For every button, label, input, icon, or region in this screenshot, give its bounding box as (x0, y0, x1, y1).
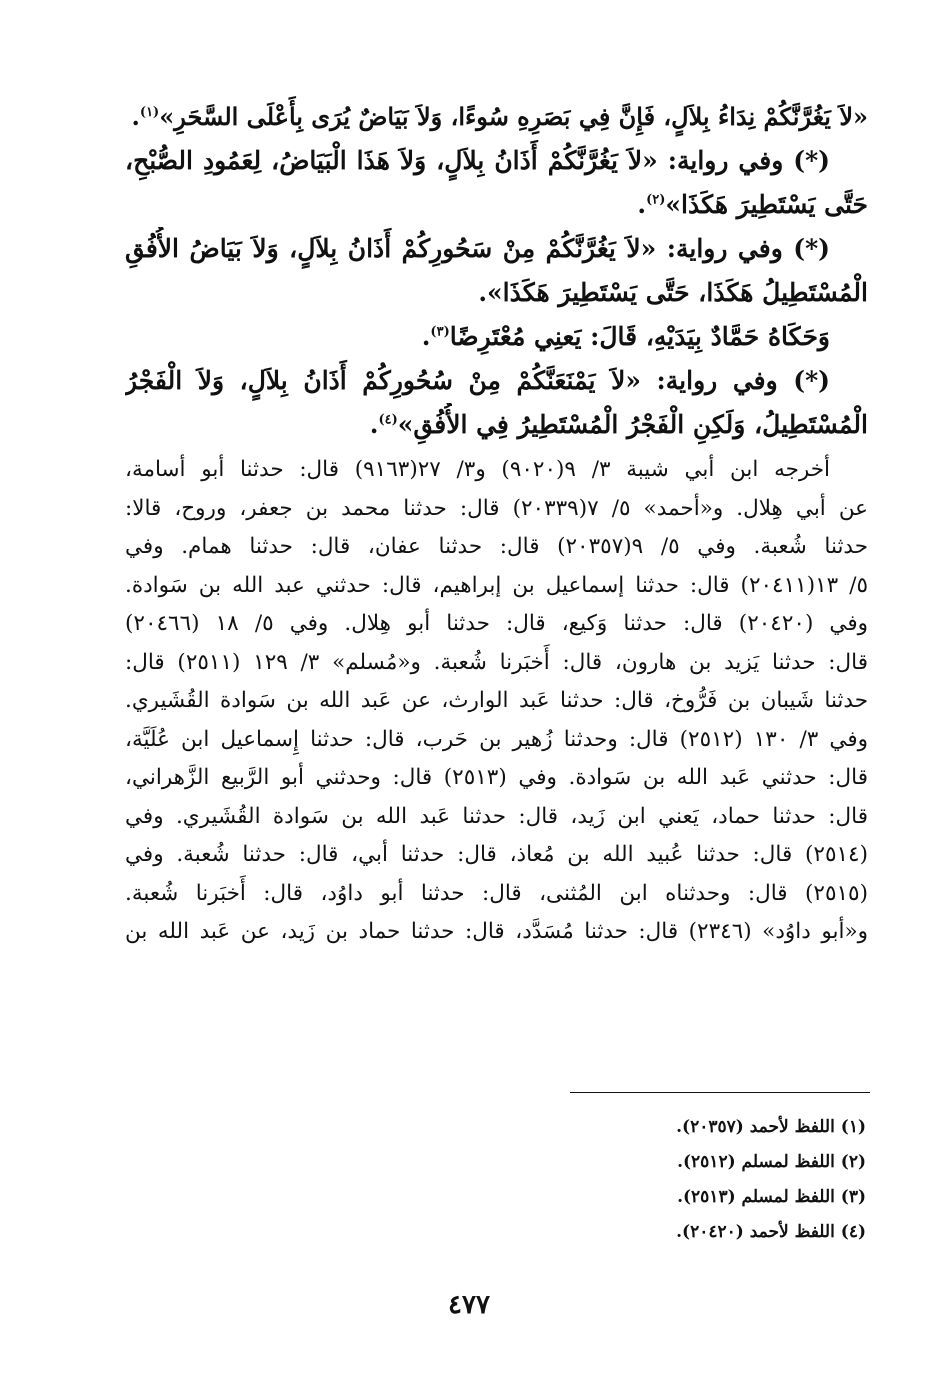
text-line: وفي (٢٠٤٢٠) قال: حدثنا وَكيع، قال: حدثنا أبو هِلال. وفي ٥/ ١٨ (٢٠٤٦٦) (125, 611, 868, 636)
footnotes (125, 1110, 866, 1250)
page-number: ٤٧٧ (448, 1290, 490, 1320)
takhrij-text (125, 451, 868, 952)
line-text: الْمُسْتَطِيلُ، وَلَكِنِ الْفَجْرُ الْمُسْتَطِيرُ فِي الأُفُقِ» (397, 410, 868, 439)
line-text: وَحَكَاهُ حَمَّادٌ بِيَدَيْهِ، قَالَ: يَعنِي مُعْتَرِضًا (449, 322, 830, 351)
main-text (125, 95, 868, 952)
text-line: حدثنا شُعبة. وفي ٥/ ٩(٢٠٣٥٧) قال: حدثنا عفان، قال: حدثنا همام. وفي (125, 534, 868, 559)
text-line (125, 95, 868, 139)
text-line: قال: حدثنا يَزيد بن هارون، قال: أَخبَرنا شُعبة. و«مُسلم» ٣/ ١٢٩ (٢٥١١) قال: (125, 649, 868, 675)
text-line: وفي ٣/ ١٣٠ (٢٥١٢) قال: وحدثنا زُهير بن حَرب، قال: حدثنا إِسماعيل ابن عُلَيَّة، (125, 726, 868, 752)
text-line (125, 403, 868, 447)
line-text: (*) وفي رواية: «لاَ يَغُرَّنَّكُمْ أَذَانُ بِلاَلٍ، وَلاَ هَذَا الْبَيَاضُ، لِعَمُودِ الصُّبْحِ، (125, 146, 830, 175)
text-line: (٢٥١٥) قال: وحدثناه ابن المُثنى، قال: حدثنا أبو داوُد، قال: أَخبَرنا شُعبة. (125, 880, 868, 906)
text-line (125, 139, 868, 183)
text-line (125, 227, 868, 271)
line-end: . (637, 190, 647, 219)
footnote-ref: (٣) (430, 324, 450, 340)
text-line (125, 183, 868, 227)
line-text: «لاَ يَغُرَّنَّكُمْ نِدَاءُ بِلاَلٍ، فَإِنَّ فِي بَصَرِهِ سُوءًا، وَلاَ بَيَاضٌ يُرَى بِأَعْلَى السَّحَرِ» (159, 102, 868, 131)
footnote-ref: (١) (139, 105, 160, 120)
footnote-separator (570, 1092, 870, 1093)
footnote: (٤) اللفظ لأحمد (٢٠٤٢٠). (676, 1222, 866, 1242)
text-line: ٥/ ١٣(٢٠٤١١) قال: حدثنا إسماعيل بن إبراهيم، قال: حدثني عبد الله بن سَوادة. (125, 572, 868, 598)
text-line: عن أبي هِلال. و«أحمد» ٥/ ٧(٢٠٣٣٩) قال: حدثنا محمد بن جعفر، وروح، قالا: (125, 495, 868, 521)
line-text: الْمُسْتَطِيلُ هَكَذَا، حَتَّى يَسْتَطِيرَ هَكَذَا». (478, 278, 868, 307)
line-end: . (369, 410, 379, 439)
text-line: أخرجه ابن أبي شيبة ٣/ ٩(٩٠٢٠) و٣/ ٢٧(٩١٦٣) قال: حدثنا أبو أسامة، (125, 457, 831, 482)
text-line (125, 315, 868, 359)
footnote-ref: (٤) (378, 412, 398, 428)
footnote-ref: (٢) (646, 192, 666, 208)
text-line: و«أبو داوُد» (٢٣٤٦) قال: حدثنا مُسَدَّد، قال: حدثنا حماد بن زَيد، عن عَبد الله بن (125, 919, 868, 944)
text-line: حدثنا شَيبان بن فَرُّوخ، قال: حدثنا عَبد الوارث، عن عَبد الله بن سَوادة القُشَيري. (125, 688, 868, 713)
line-end: . (421, 322, 431, 351)
footnote: (١) اللفظ لأحمد (٢٠٣٥٧). (676, 1117, 866, 1137)
text-line: قال: حدثنا حماد، يَعني ابن زَيد، قال: حدثنا عَبد الله بن سَوادة القُشَيري. وفي (125, 803, 868, 829)
text-line: قال: حدثني عَبد الله بن سَوادة. وفي (٢٥١٣) قال: وحدثني أبو الرَّبيع الزَّهراني، (125, 765, 868, 790)
footnote: (٣) اللفظ لمسلم (٢٥١٣). (677, 1187, 866, 1207)
hadith-text (125, 95, 868, 447)
line-end: . (131, 102, 140, 131)
line-text: (*) وفي رواية: «لاَ يَمْنَعَنَّكُمْ مِنْ سُحُورِكُمْ أَذَانُ بِلاَلٍ، وَلاَ الْفَجْرُ (125, 366, 830, 395)
text-line (125, 359, 868, 403)
text-line: (٢٥١٤) قال: حدثنا عُبيد الله بن مُعاذ، قال: حدثنا أبي، قال: حدثنا شُعبة. وفي (125, 842, 868, 867)
footnote: (٢) اللفظ لمسلم (٢٥١٢). (677, 1152, 866, 1172)
line-text: حَتَّى يَسْتَطِيرَ هَكَذَا» (665, 190, 868, 219)
text-line (125, 271, 868, 315)
line-text: (*) وفي رواية: «لاَ يَغُرَّنَّكُمْ مِنْ سَحُورِكُمْ أَذَانُ بِلاَلٍ، وَلاَ بَيَاضُ الأُفُقِ (125, 234, 830, 263)
